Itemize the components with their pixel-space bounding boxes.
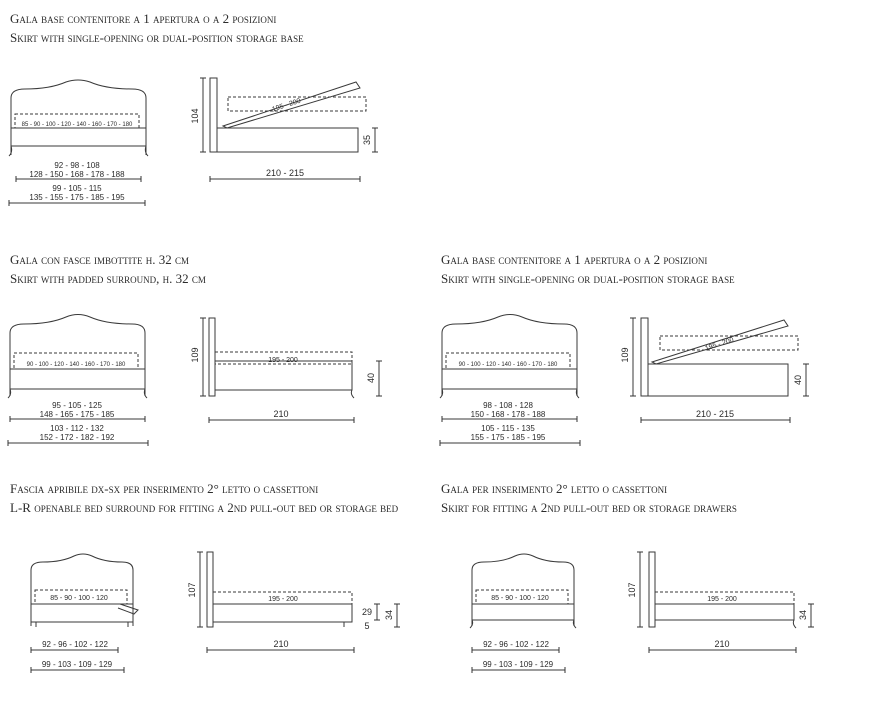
skirt-outline: [8, 369, 147, 398]
width-a-line2: 150 - 168 - 178 - 188: [470, 410, 546, 419]
side-base-height: 40: [793, 374, 803, 386]
section-5-title-en: Skirt for fitting a 2nd pull-out bed or storage drawers: [441, 500, 737, 515]
side-inner-label: 195 - 200: [268, 596, 298, 603]
width-b-line1: 103 - 112 - 132: [50, 424, 104, 433]
section-5-side-view: [627, 552, 811, 650]
side-height: 109: [190, 347, 200, 363]
width-a-line2: 148 - 165 - 175 - 185: [39, 410, 115, 419]
side-base-height: 34: [384, 609, 394, 621]
width-a-line1: 98 - 108 - 128: [483, 401, 533, 410]
width-b-line1: 99 - 103 - 109 - 129: [482, 660, 554, 669]
section-3-title-it: Gala base contenitore a 1 apertura o a 2 posizioni: [441, 252, 708, 267]
section-3-front-view: [440, 315, 580, 444]
skirt-outline: [31, 604, 133, 627]
side-length: 210 - 215: [265, 168, 305, 178]
base-side: [648, 364, 788, 396]
width-a-line1: 92 - 96 - 102 - 122: [483, 640, 549, 649]
headboard-side: [210, 78, 217, 152]
side-height: 107: [187, 582, 197, 598]
headboard-outline: [11, 80, 146, 155]
section-3-side-view: [620, 318, 806, 420]
front-inner-label: 85 - 90 - 100 - 120: [50, 595, 108, 602]
side-length: 210: [273, 409, 289, 419]
base-side: [655, 604, 796, 628]
section-2-title-en: Skirt with padded surround, h. 32 cm: [10, 271, 206, 286]
section-5-front-view: [470, 554, 576, 670]
side-dim-lower: 5: [364, 621, 370, 631]
front-inner-label: 85 - 90 - 100 - 120 - 140 - 160 - 170 - 180: [21, 122, 133, 128]
width-a-line2: 128 - 150 - 168 - 178 - 188: [29, 170, 125, 179]
side-base-height: 34: [798, 609, 808, 621]
width-b-line1: 99 - 103 - 109 - 129: [41, 660, 113, 669]
skirt-outline: [440, 369, 579, 398]
section-2-front-view: [8, 315, 148, 444]
width-a-line1: 95 - 105 - 125: [52, 401, 102, 410]
width-b-line1: 99 - 105 - 115: [52, 184, 102, 193]
section-1-title-it: Gala base contenitore a 1 apertura o a 2 posizioni: [10, 11, 277, 26]
headboard-outline: [10, 315, 145, 397]
width-b-line2: 155 - 175 - 185 - 195: [470, 433, 546, 442]
headboard-side: [649, 552, 655, 627]
width-a-line1: 92 - 96 - 102 - 122: [42, 640, 108, 649]
base-side: [217, 128, 358, 152]
side-base-height: 35: [362, 134, 372, 146]
side-height: 107: [627, 582, 637, 598]
front-inner-label: 85 - 90 - 100 - 120: [491, 595, 549, 602]
section-4-title-en: L-R openable bed surround for fitting a 2nd pull-out bed or storage bed: [10, 500, 399, 515]
side-inner-label: 195 - 200: [271, 97, 302, 114]
side-inner-label: 195 - 200: [707, 596, 737, 603]
base-side: [215, 361, 354, 398]
side-length: 210 - 215: [695, 409, 735, 419]
width-b-line1: 105 - 115 - 135: [481, 424, 535, 433]
headboard-side: [207, 552, 213, 627]
openable-flap: [118, 604, 138, 614]
side-inner-label: 195 - 200: [268, 357, 298, 364]
section-1-front-view: [9, 80, 148, 203]
width-b-line2: 152 - 172 - 182 - 192: [39, 433, 115, 442]
section-4-side-view: [187, 552, 397, 650]
side-height: 109: [620, 347, 630, 363]
headboard-side: [641, 318, 648, 396]
side-dim-upper: 29: [361, 607, 373, 617]
side-length: 210: [714, 639, 730, 649]
skirt-outline: [9, 128, 148, 156]
section-1-side-view: [190, 78, 375, 179]
section-4-title-it: Fascia apribile dx-sx per inserimento 2° letto o cassettoni: [10, 481, 319, 496]
side-length: 210: [273, 639, 289, 649]
width-a-line1: 92 - 98 - 108: [54, 161, 100, 170]
side-base-height: 40: [366, 372, 376, 384]
section-2-side-view: [190, 318, 379, 420]
front-inner-label: 90 - 100 - 120 - 140 - 160 - 170 - 180: [26, 362, 126, 368]
side-height: 104: [190, 108, 200, 124]
front-inner-label: 90 - 100 - 120 - 140 - 160 - 170 - 180: [458, 362, 558, 368]
headboard-side: [209, 318, 215, 396]
section-4-front-view: [31, 554, 138, 670]
side-inner-label: 195 - 200: [704, 336, 735, 353]
headboard-outline: [442, 315, 577, 397]
section-1-title-en: Skirt with single-opening or dual-position storage base: [10, 30, 304, 45]
base-side: [213, 604, 352, 627]
section-3-title-en: Skirt with single-opening or dual-position storage base: [441, 271, 735, 286]
section-2-title-it: Gala con fasce imbottite h. 32 cm: [10, 252, 189, 267]
width-b-line2: 135 - 155 - 175 - 185 - 195: [29, 193, 125, 202]
skirt-outline: [470, 604, 576, 628]
section-5-title-it: Gala per inserimento 2° letto o cassettoni: [441, 481, 668, 496]
